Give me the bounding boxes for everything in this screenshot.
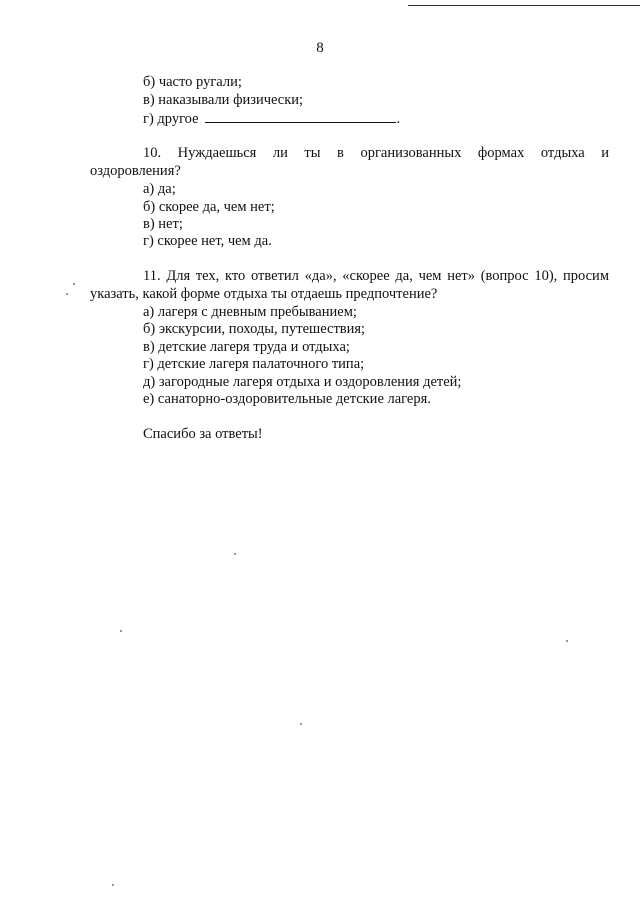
scan-speck <box>66 293 68 295</box>
q9-option-v: в) наказывали физически; <box>143 92 304 108</box>
q11-text-line1: 11. Для тех, кто ответил «да», «скорее да, чем нет» (вопрос 10), просим <box>143 268 609 284</box>
q11-option: г) детские лагеря палаточного типа; <box>143 356 365 372</box>
q9-option-g <box>143 110 400 129</box>
q11-option: б) экскурсии, походы, путешествия; <box>143 321 366 337</box>
scan-speck <box>112 884 114 886</box>
q9-option-g-label: г) другое <box>143 111 199 127</box>
q10-text-line2: оздоровления? <box>90 163 181 179</box>
q10-option: б) скорее да, чем нет; <box>143 199 275 215</box>
q11-option: в) детские лагеря труда и отдыха; <box>143 339 350 355</box>
scan-speck <box>120 630 122 632</box>
page-number: 8 <box>316 40 324 56</box>
q11-option: а) лагеря с дневным пребыванием; <box>143 304 357 320</box>
q10-option: в) нет; <box>143 216 183 232</box>
q10-option: а) да; <box>143 181 176 197</box>
q9-option-g-end: . <box>396 111 401 127</box>
q11-text-line2: указать, какой форме отдыха ты отдаешь предпочтение? <box>90 286 438 302</box>
scan-speck <box>234 553 236 555</box>
answer-blank-line <box>205 110 396 123</box>
q10-option: г) скорее нет, чем да. <box>143 233 272 249</box>
scan-edge-line <box>408 5 640 6</box>
q11-option: е) санаторно-оздоровительные детские лагеря. <box>143 391 431 407</box>
q10-text-line1: 10. Нуждаешься ли ты в организованных формах отдыха и <box>143 145 609 161</box>
closing-thanks: Спасибо за ответы! <box>143 426 263 442</box>
q9-option-b: б) часто ругали; <box>143 74 242 90</box>
scan-speck <box>73 283 75 285</box>
scan-speck <box>300 723 302 725</box>
q11-option: д) загородные лагеря отдыха и оздоровления детей; <box>143 374 462 390</box>
scan-speck <box>566 640 568 642</box>
